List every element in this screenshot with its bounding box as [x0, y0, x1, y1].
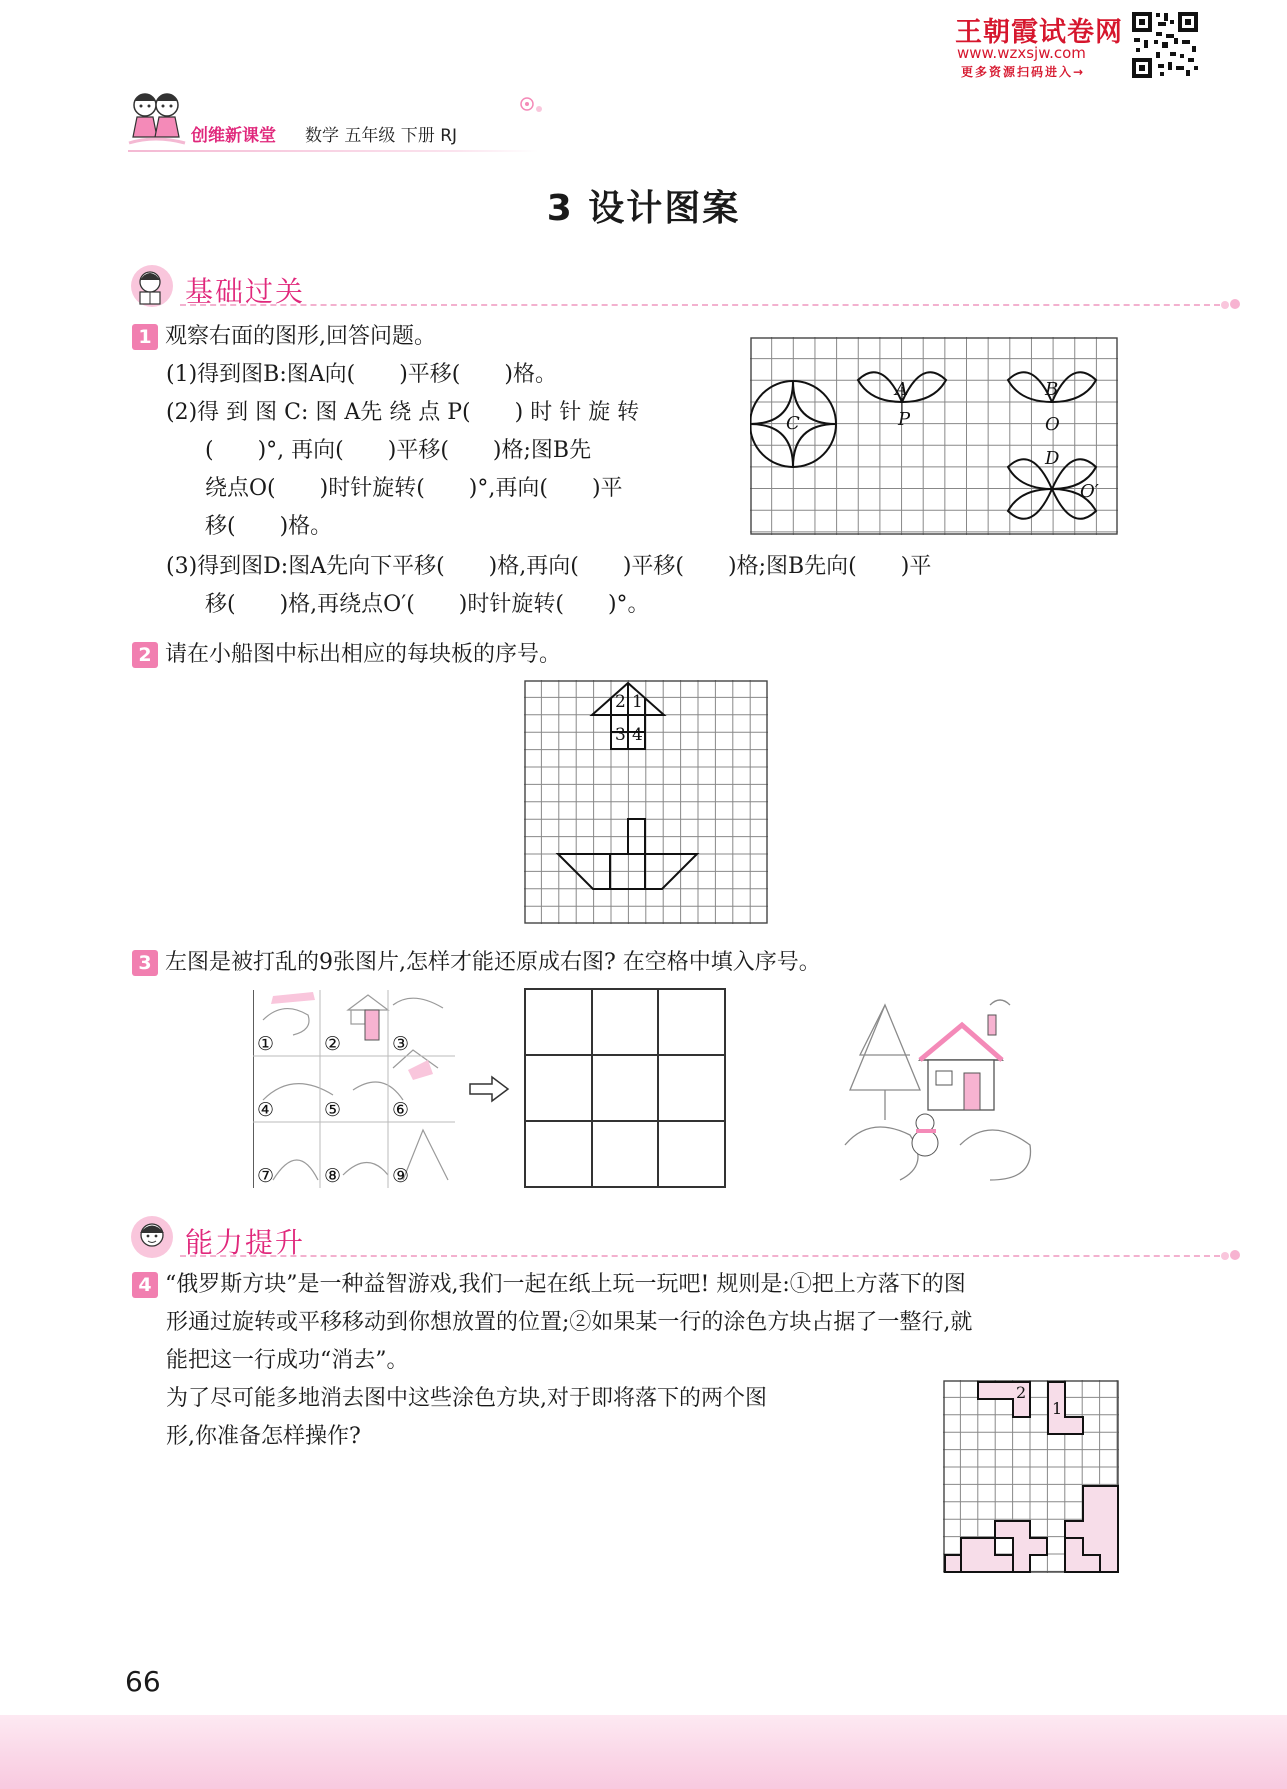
piece-label: ①: [257, 1033, 275, 1055]
q2-stem-row: [132, 640, 561, 670]
q1-part2-cont3: 移( )格。: [205, 514, 333, 539]
q2-boat-grid: [524, 680, 770, 926]
piece-1-label: 1: [632, 692, 643, 712]
q3-scrambled-pictures: [253, 990, 455, 1188]
label-P: P: [898, 409, 911, 430]
q3-stem: 左图是被打乱的9张图片,怎样才能还原成右图? 在空格中填入序号。: [165, 950, 821, 975]
q3-answer-grid: [524, 988, 726, 1188]
girl-thinking-icon: [128, 1213, 178, 1261]
brand-title: 王朝霞试卷网: [955, 17, 1123, 48]
piece-label: ⑦: [257, 1165, 275, 1187]
q4-stem-row: [132, 1270, 966, 1300]
q4-line-5: 形,你准备怎样操作?: [166, 1424, 361, 1449]
piece-2-label: 2: [1016, 1383, 1027, 1402]
label-D: D: [1045, 448, 1060, 469]
brand-logo[interactable]: [955, 10, 1145, 80]
dots-decoration-icon: [1220, 296, 1242, 312]
dots-decoration-icon: [1220, 1247, 1242, 1263]
piece-label: ⑥: [392, 1099, 410, 1121]
answer-cell[interactable]: [525, 1055, 592, 1121]
q1-part2: (2)得 到 图 C: 图 A先 绕 点 P( ) 时 针 旋 转: [166, 400, 640, 425]
piece-label: ⑨: [392, 1165, 410, 1187]
book-info: 数学 五年级 下册 RJ: [305, 126, 458, 146]
page-number: 66: [125, 1665, 161, 1698]
book-header: [125, 85, 625, 155]
page-title: 3 设计图案: [546, 188, 741, 229]
flower-decoration-icon: [515, 93, 545, 115]
footer-band: [0, 1715, 1287, 1789]
q4-line-3: 能把这一行成功“消去”。: [166, 1348, 409, 1373]
piece-1-label: 1: [1052, 1399, 1063, 1418]
q4-tetris-grid: [943, 1380, 1119, 1573]
section-title-advanced: 能力提升: [185, 1226, 306, 1259]
section-header-advanced: [128, 1213, 1258, 1261]
piece-label: ④: [257, 1099, 275, 1121]
label-C: C: [786, 413, 800, 434]
piece-2-label: 2: [615, 692, 626, 712]
book-series-label: 创维新课堂: [191, 126, 276, 146]
question-number-badge: 4: [132, 1272, 158, 1298]
girl-reading-icon: [128, 262, 178, 310]
section-divider: [180, 1255, 1220, 1257]
label-A: A: [895, 379, 908, 400]
question-number-badge: 1: [132, 324, 158, 350]
label-O: O: [1045, 414, 1060, 435]
q4-line-4: 为了尽可能多地消去图中这些涂色方块,对于即将落下的两个图: [166, 1386, 767, 1411]
answer-cell[interactable]: [525, 1121, 592, 1187]
q1-grid-figure: [750, 337, 1120, 537]
q1-part2-cont2: 绕点O( )时针旋转( )°,再向( )平: [205, 476, 623, 501]
section-header-basic: [128, 262, 1258, 310]
label-B: B: [1045, 379, 1059, 400]
kids-mascot-icon: [125, 85, 187, 147]
q1-stem: 观察右面的图形,回答问题。: [165, 324, 436, 349]
q1-part2-cont1: ( )°, 再向( )平移( )格;图B先: [205, 438, 592, 463]
section-divider: [180, 304, 1220, 306]
q4-line-2: 形通过旋转或平移移动到你想放置的位置;②如果某一行的涂色方块占据了一整行,就: [166, 1310, 973, 1335]
q1-part1: (1)得到图B:图A向( )平移( )格。: [166, 362, 557, 387]
q4-line-1: “俄罗斯方块”是一种益智游戏,我们一起在纸上玩一玩吧! 规则是:①把上方落下的图: [165, 1272, 966, 1297]
brand-subtitle: 更多资源扫码进入→: [961, 65, 1086, 79]
question-number-badge: 3: [132, 950, 158, 976]
piece-label: ②: [324, 1033, 342, 1055]
label-O-prime: O′: [1080, 481, 1099, 502]
header-divider: [128, 150, 538, 152]
piece-4-label: 4: [632, 725, 643, 745]
question-number-badge: 2: [132, 642, 158, 668]
q3-target-picture: [840, 995, 1040, 1190]
answer-cell[interactable]: [592, 989, 659, 1055]
answer-cell[interactable]: [592, 1055, 659, 1121]
q2-stem: 请在小船图中标出相应的每块板的序号。: [165, 642, 562, 667]
q1-part3: (3)得到图D:图A先向下平移( )格,再向( )平移( )格;图B先向( )平: [166, 554, 932, 579]
q3-stem-row: [132, 948, 821, 978]
piece-3-label: 3: [615, 725, 626, 745]
qr-code-icon[interactable]: [1130, 10, 1200, 80]
answer-cell[interactable]: [525, 989, 592, 1055]
right-arrow-icon: [468, 1075, 510, 1103]
answer-cell[interactable]: [592, 1121, 659, 1187]
brand-url[interactable]: www.wzxsjw.com: [957, 44, 1086, 62]
answer-cell[interactable]: [658, 989, 725, 1055]
q1-part3-cont: 移( )格,再绕点O′( )时针旋转( )°。: [205, 592, 650, 617]
piece-label: ③: [392, 1033, 410, 1055]
answer-cell[interactable]: [658, 1055, 725, 1121]
section-title-basic: 基础过关: [185, 275, 306, 308]
answer-cell[interactable]: [658, 1121, 725, 1187]
piece-label: ⑧: [324, 1165, 342, 1187]
q1-stem-row: [132, 322, 436, 352]
piece-label: ⑤: [324, 1099, 342, 1121]
